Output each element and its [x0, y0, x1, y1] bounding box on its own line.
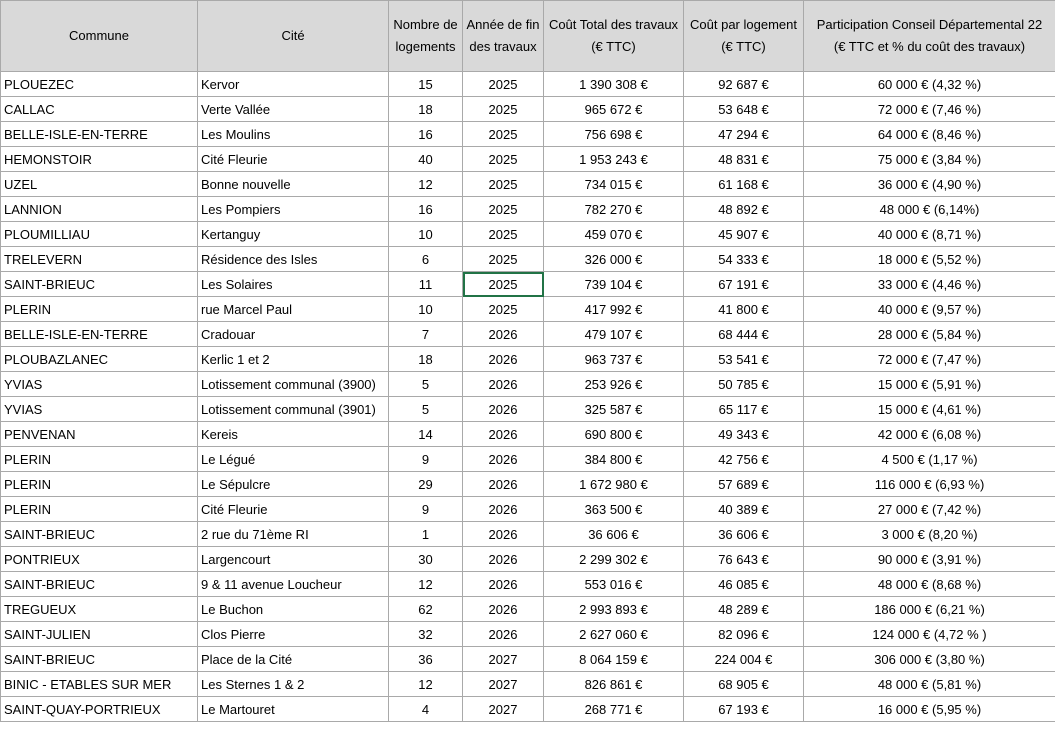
- cell-nombre-logements[interactable]: 16: [389, 122, 463, 147]
- cell-cite[interactable]: Le Sépulcre: [198, 472, 389, 497]
- cell-cout-total[interactable]: 417 992 €: [544, 297, 684, 322]
- cell-cout-par-logement[interactable]: 49 343 €: [684, 422, 804, 447]
- cell-commune[interactable]: YVIAS: [1, 397, 198, 422]
- cell-cout-total[interactable]: 1 953 243 €: [544, 147, 684, 172]
- table-row: [1, 297, 1055, 322]
- cell-nombre-logements[interactable]: 4: [389, 697, 463, 722]
- cell-nombre-logements[interactable]: 12: [389, 572, 463, 597]
- cell-annee-fin[interactable]: 2026: [463, 347, 544, 372]
- cell-participation[interactable]: 306 000 € (3,80 %): [804, 647, 1055, 672]
- header-text-line: Coût Total des travaux: [548, 17, 679, 32]
- cell-commune[interactable]: TREGUEUX: [1, 597, 198, 622]
- cell-participation[interactable]: 60 000 € (4,32 %): [804, 72, 1055, 97]
- header-cout-par-logement[interactable]: [684, 1, 804, 72]
- cell-commune[interactable]: PLERIN: [1, 297, 198, 322]
- table-row: [1, 547, 1055, 572]
- cell-cout-par-logement[interactable]: 61 168 €: [684, 172, 804, 197]
- cell-cout-par-logement[interactable]: 48 289 €: [684, 597, 804, 622]
- table-row: [1, 372, 1055, 397]
- cell-nombre-logements[interactable]: 5: [389, 397, 463, 422]
- table-row: [1, 72, 1055, 97]
- cell-commune[interactable]: SAINT-BRIEUC: [1, 272, 198, 297]
- cell-participation[interactable]: 75 000 € (3,84 %): [804, 147, 1055, 172]
- cell-nombre-logements[interactable]: 14: [389, 422, 463, 447]
- header-text-line: Coût par logement: [690, 17, 797, 32]
- cell-commune[interactable]: PONTRIEUX: [1, 547, 198, 572]
- cell-annee-fin[interactable]: 2025: [463, 97, 544, 122]
- header-cout-total[interactable]: [544, 1, 684, 72]
- cell-cout-total[interactable]: 690 800 €: [544, 422, 684, 447]
- cell-nombre-logements[interactable]: 7: [389, 322, 463, 347]
- cell-cite[interactable]: Cradouar: [198, 322, 389, 347]
- cell-cout-par-logement[interactable]: 92 687 €: [684, 72, 804, 97]
- cell-participation[interactable]: 33 000 € (4,46 %): [804, 272, 1055, 297]
- header-text-line: (€ TTC): [721, 39, 766, 54]
- cell-cite[interactable]: Les Moulins: [198, 122, 389, 147]
- cell-commune[interactable]: LANNION: [1, 197, 198, 222]
- cell-nombre-logements[interactable]: 9: [389, 447, 463, 472]
- table-row: [1, 647, 1055, 672]
- table-row: [1, 622, 1055, 647]
- cell-nombre-logements[interactable]: 30: [389, 547, 463, 572]
- cell-commune[interactable]: SAINT-BRIEUC: [1, 572, 198, 597]
- header-cite[interactable]: [198, 1, 389, 72]
- cell-cout-total[interactable]: 2 299 302 €: [544, 547, 684, 572]
- table-row: [1, 472, 1055, 497]
- cell-annee-fin[interactable]: 2026: [463, 397, 544, 422]
- table-row: [1, 572, 1055, 597]
- table-row: [1, 397, 1055, 422]
- cell-nombre-logements[interactable]: 40: [389, 147, 463, 172]
- cell-cout-par-logement[interactable]: 40 389 €: [684, 497, 804, 522]
- header-text-line: (€ TTC): [591, 39, 636, 54]
- cell-annee-fin[interactable]: 2025: [463, 122, 544, 147]
- cell-nombre-logements[interactable]: 10: [389, 297, 463, 322]
- cell-nombre-logements[interactable]: 62: [389, 597, 463, 622]
- cell-annee-fin[interactable]: 2026: [463, 622, 544, 647]
- cell-nombre-logements[interactable]: 32: [389, 622, 463, 647]
- cell-annee-fin[interactable]: 2026: [463, 522, 544, 547]
- table-row: [1, 447, 1055, 472]
- cell-participation[interactable]: 36 000 € (4,90 %): [804, 172, 1055, 197]
- header-text-line: Participation Conseil Départemental 22: [816, 17, 1043, 32]
- cell-cout-total[interactable]: 36 606 €: [544, 522, 684, 547]
- cell-cite[interactable]: Les Pompiers: [198, 197, 389, 222]
- cell-participation[interactable]: 48 000 € (5,81 %): [804, 672, 1055, 697]
- cell-nombre-logements[interactable]: 5: [389, 372, 463, 397]
- cell-commune[interactable]: TRELEVERN: [1, 247, 198, 272]
- cell-cout-total[interactable]: 325 587 €: [544, 397, 684, 422]
- cell-annee-fin[interactable]: 2025: [463, 297, 544, 322]
- cell-cout-total[interactable]: 459 070 €: [544, 222, 684, 247]
- header-text-line: Commune: [69, 28, 129, 43]
- cell-annee-fin[interactable]: 2025: [463, 147, 544, 172]
- cell-participation[interactable]: 15 000 € (4,61 %): [804, 397, 1055, 422]
- cell-annee-fin[interactable]: 2025: [463, 247, 544, 272]
- cell-commune[interactable]: BELLE-ISLE-EN-TERRE: [1, 122, 198, 147]
- cell-participation[interactable]: 64 000 € (8,46 %): [804, 122, 1055, 147]
- cell-cout-total[interactable]: 2 993 893 €: [544, 597, 684, 622]
- table-row: [1, 597, 1055, 622]
- cell-participation[interactable]: 40 000 € (8,71 %): [804, 222, 1055, 247]
- cell-participation[interactable]: 186 000 € (6,21 %): [804, 597, 1055, 622]
- cell-cout-total[interactable]: 363 500 €: [544, 497, 684, 522]
- cell-cite[interactable]: 2 rue du 71ème RI: [198, 522, 389, 547]
- cell-cite[interactable]: Lotissement communal (3901): [198, 397, 389, 422]
- cell-commune[interactable]: SAINT-BRIEUC: [1, 522, 198, 547]
- cell-cite[interactable]: Cité Fleurie: [198, 497, 389, 522]
- cell-commune[interactable]: HEMONSTOIR: [1, 147, 198, 172]
- cell-annee-fin[interactable]: 2025: [463, 222, 544, 247]
- cell-annee-fin[interactable]: 2026: [463, 322, 544, 347]
- cell-cout-par-logement[interactable]: 82 096 €: [684, 622, 804, 647]
- cell-cout-total[interactable]: 826 861 €: [544, 672, 684, 697]
- table-row: [1, 347, 1055, 372]
- cell-annee-fin[interactable]: 2026: [463, 547, 544, 572]
- cell-cout-par-logement[interactable]: 224 004 €: [684, 647, 804, 672]
- cell-participation[interactable]: 42 000 € (6,08 %): [804, 422, 1055, 447]
- cell-cout-par-logement[interactable]: 48 892 €: [684, 197, 804, 222]
- cell-commune[interactable]: PLOUEZEC: [1, 72, 198, 97]
- cell-cout-par-logement[interactable]: 57 689 €: [684, 472, 804, 497]
- cell-cout-total[interactable]: 8 064 159 €: [544, 647, 684, 672]
- cell-cout-total[interactable]: 326 000 €: [544, 247, 684, 272]
- cell-cout-total[interactable]: 1 390 308 €: [544, 72, 684, 97]
- table-row: [1, 322, 1055, 347]
- table-row: [1, 497, 1055, 522]
- cell-participation[interactable]: 124 000 € (4,72 % ): [804, 622, 1055, 647]
- cell-participation[interactable]: 16 000 € (5,95 %): [804, 697, 1055, 722]
- cell-nombre-logements[interactable]: 36: [389, 647, 463, 672]
- cell-cout-par-logement[interactable]: 65 117 €: [684, 397, 804, 422]
- cell-cout-par-logement[interactable]: 54 333 €: [684, 247, 804, 272]
- table-row: [1, 197, 1055, 222]
- cell-commune[interactable]: PLERIN: [1, 472, 198, 497]
- cell-cout-par-logement[interactable]: 76 643 €: [684, 547, 804, 572]
- table-row: [1, 522, 1055, 547]
- table-row: [1, 97, 1055, 122]
- table-row: [1, 697, 1055, 722]
- cell-annee-fin[interactable]: 2025: [463, 72, 544, 97]
- cell-cite[interactable]: Les Sternes 1 & 2: [198, 672, 389, 697]
- cell-cout-total[interactable]: 553 016 €: [544, 572, 684, 597]
- cell-participation[interactable]: 15 000 € (5,91 %): [804, 372, 1055, 397]
- table-row: [1, 122, 1055, 147]
- cell-participation[interactable]: 18 000 € (5,52 %): [804, 247, 1055, 272]
- cell-cout-total[interactable]: 479 107 €: [544, 322, 684, 347]
- cell-cite[interactable]: Clos Pierre: [198, 622, 389, 647]
- cell-cout-par-logement[interactable]: 68 444 €: [684, 322, 804, 347]
- cell-nombre-logements[interactable]: 11: [389, 272, 463, 297]
- cell-cite[interactable]: Kertanguy: [198, 222, 389, 247]
- cell-cout-total[interactable]: 384 800 €: [544, 447, 684, 472]
- cell-cout-total[interactable]: 963 737 €: [544, 347, 684, 372]
- cell-participation[interactable]: 48 000 € (6,14%): [804, 197, 1055, 222]
- cell-annee-fin[interactable]: 2026: [463, 497, 544, 522]
- cell-participation[interactable]: 90 000 € (3,91 %): [804, 547, 1055, 572]
- table-row: [1, 422, 1055, 447]
- cell-annee-fin[interactable]: 2025: [463, 272, 544, 297]
- cell-commune[interactable]: SAINT-JULIEN: [1, 622, 198, 647]
- cell-cout-total[interactable]: 1 672 980 €: [544, 472, 684, 497]
- cell-cout-total[interactable]: 268 771 €: [544, 697, 684, 722]
- cell-participation[interactable]: 27 000 € (7,42 %): [804, 497, 1055, 522]
- cell-cout-total[interactable]: 734 015 €: [544, 172, 684, 197]
- cell-nombre-logements[interactable]: 29: [389, 472, 463, 497]
- table-body: [1, 72, 1055, 722]
- header-text-line: Année de fin: [466, 17, 540, 32]
- cell-annee-fin[interactable]: 2026: [463, 372, 544, 397]
- cell-nombre-logements[interactable]: 12: [389, 172, 463, 197]
- cell-commune[interactable]: PENVENAN: [1, 422, 198, 447]
- cell-nombre-logements[interactable]: 6: [389, 247, 463, 272]
- header-commune[interactable]: [1, 1, 198, 72]
- cell-participation[interactable]: 48 000 € (8,68 %): [804, 572, 1055, 597]
- cell-cite[interactable]: Lotissement communal (3900): [198, 372, 389, 397]
- cell-cite[interactable]: Place de la Cité: [198, 647, 389, 672]
- table-row: [1, 672, 1055, 697]
- cell-cite[interactable]: Les Solaires: [198, 272, 389, 297]
- cell-commune[interactable]: PLERIN: [1, 497, 198, 522]
- header-text-line: des travaux: [469, 39, 537, 54]
- cell-nombre-logements[interactable]: 16: [389, 197, 463, 222]
- cell-commune[interactable]: UZEL: [1, 172, 198, 197]
- cell-nombre-logements[interactable]: 12: [389, 672, 463, 697]
- cell-nombre-logements[interactable]: 10: [389, 222, 463, 247]
- cell-commune[interactable]: CALLAC: [1, 97, 198, 122]
- cell-participation[interactable]: 116 000 € (6,93 %): [804, 472, 1055, 497]
- cell-annee-fin[interactable]: 2025: [463, 172, 544, 197]
- cell-cout-par-logement[interactable]: 41 800 €: [684, 297, 804, 322]
- table-row: [1, 222, 1055, 247]
- cell-cite[interactable]: Le Martouret: [198, 697, 389, 722]
- cell-annee-fin[interactable]: 2026: [463, 422, 544, 447]
- cell-commune[interactable]: PLOUMILLIAU: [1, 222, 198, 247]
- cell-cout-par-logement[interactable]: 50 785 €: [684, 372, 804, 397]
- cell-cout-total[interactable]: 965 672 €: [544, 97, 684, 122]
- cell-commune[interactable]: PLERIN: [1, 447, 198, 472]
- cell-commune[interactable]: SAINT-BRIEUC: [1, 647, 198, 672]
- cell-cite[interactable]: Largencourt: [198, 547, 389, 572]
- header-text-line: Cité: [281, 28, 305, 43]
- cell-cout-par-logement[interactable]: 36 606 €: [684, 522, 804, 547]
- cell-cout-par-logement[interactable]: 68 905 €: [684, 672, 804, 697]
- cell-cite[interactable]: Kervor: [198, 72, 389, 97]
- cell-cite[interactable]: Verte Vallée: [198, 97, 389, 122]
- cell-cite[interactable]: 9 & 11 avenue Loucheur: [198, 572, 389, 597]
- cell-commune[interactable]: BELLE-ISLE-EN-TERRE: [1, 322, 198, 347]
- cell-participation[interactable]: 4 500 € (1,17 %): [804, 447, 1055, 472]
- table-row: [1, 172, 1055, 197]
- header-annee-fin-travaux[interactable]: [463, 1, 544, 72]
- cell-commune[interactable]: BINIC - ETABLES SUR MER: [1, 672, 198, 697]
- cell-cout-par-logement[interactable]: 67 193 €: [684, 697, 804, 722]
- header-text-line: logements: [395, 39, 456, 54]
- header-row: [1, 1, 1055, 72]
- cell-annee-fin[interactable]: 2026: [463, 597, 544, 622]
- cell-participation[interactable]: 40 000 € (9,57 %): [804, 297, 1055, 322]
- cell-nombre-logements[interactable]: 9: [389, 497, 463, 522]
- cell-cout-par-logement[interactable]: 67 191 €: [684, 272, 804, 297]
- cell-annee-fin[interactable]: 2027: [463, 672, 544, 697]
- table-row: [1, 147, 1055, 172]
- cell-cout-total[interactable]: 782 270 €: [544, 197, 684, 222]
- cell-nombre-logements[interactable]: 1: [389, 522, 463, 547]
- cell-cout-par-logement[interactable]: 42 756 €: [684, 447, 804, 472]
- cell-nombre-logements[interactable]: 15: [389, 72, 463, 97]
- cell-cout-total[interactable]: 756 698 €: [544, 122, 684, 147]
- cell-annee-fin[interactable]: 2026: [463, 472, 544, 497]
- cell-cite[interactable]: Bonne nouvelle: [198, 172, 389, 197]
- cell-nombre-logements[interactable]: 18: [389, 347, 463, 372]
- cell-cite[interactable]: Le Buchon: [198, 597, 389, 622]
- cell-participation[interactable]: 28 000 € (5,84 %): [804, 322, 1055, 347]
- cell-participation[interactable]: 72 000 € (7,47 %): [804, 347, 1055, 372]
- header-text-line: Nombre de: [393, 17, 458, 32]
- cell-nombre-logements[interactable]: 18: [389, 97, 463, 122]
- cell-annee-fin[interactable]: 2026: [463, 447, 544, 472]
- cell-cout-par-logement[interactable]: 46 085 €: [684, 572, 804, 597]
- cell-cout-par-logement[interactable]: 48 831 €: [684, 147, 804, 172]
- cell-commune[interactable]: YVIAS: [1, 372, 198, 397]
- cell-participation[interactable]: 72 000 € (7,46 %): [804, 97, 1055, 122]
- cell-commune[interactable]: SAINT-QUAY-PORTRIEUX: [1, 697, 198, 722]
- table-row: [1, 247, 1055, 272]
- cell-cout-par-logement[interactable]: 45 907 €: [684, 222, 804, 247]
- cell-cout-total[interactable]: 739 104 €: [544, 272, 684, 297]
- cell-cout-par-logement[interactable]: 47 294 €: [684, 122, 804, 147]
- cell-annee-fin[interactable]: 2027: [463, 647, 544, 672]
- cell-cite[interactable]: Kerlic 1 et 2: [198, 347, 389, 372]
- cell-cout-total[interactable]: 2 627 060 €: [544, 622, 684, 647]
- cell-cite[interactable]: rue Marcel Paul: [198, 297, 389, 322]
- header-participation-cd22[interactable]: [804, 1, 1055, 72]
- cell-participation[interactable]: 3 000 € (8,20 %): [804, 522, 1055, 547]
- header-nombre-logements[interactable]: [389, 1, 463, 72]
- header-text-line: (€ TTC et % du coût des travaux): [833, 39, 1026, 54]
- cell-cout-par-logement[interactable]: 53 648 €: [684, 97, 804, 122]
- table-row: [1, 272, 1055, 297]
- cell-annee-fin[interactable]: 2027: [463, 697, 544, 722]
- cell-cite[interactable]: Le Légué: [198, 447, 389, 472]
- cell-cout-total[interactable]: 253 926 €: [544, 372, 684, 397]
- table-header: [1, 1, 1055, 72]
- cell-commune[interactable]: PLOUBAZLANEC: [1, 347, 198, 372]
- cell-annee-fin[interactable]: 2026: [463, 572, 544, 597]
- cell-annee-fin[interactable]: 2025: [463, 197, 544, 222]
- cell-cout-par-logement[interactable]: 53 541 €: [684, 347, 804, 372]
- cell-cite[interactable]: Résidence des Isles: [198, 247, 389, 272]
- cell-cite[interactable]: Kereis: [198, 422, 389, 447]
- cell-cite[interactable]: Cité Fleurie: [198, 147, 389, 172]
